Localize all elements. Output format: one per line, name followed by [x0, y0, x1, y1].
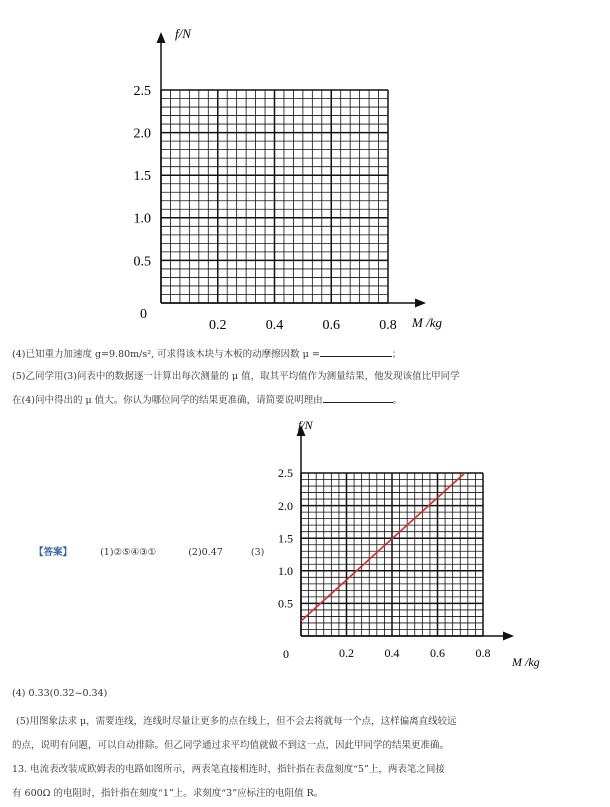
x-tick-label: 0.8: [475, 646, 491, 660]
x-tick-label: 0.6: [322, 318, 340, 333]
origin-label: 0: [283, 647, 289, 661]
y-axis-label: f/N: [175, 26, 191, 41]
y-tick-label: 1.0: [133, 211, 151, 227]
answer-part2: (2)0.47: [188, 547, 223, 558]
answer-part1: (1)②⑤④③①: [100, 547, 157, 558]
answer-part4: (4) 0.33(0.32~0.34): [12, 688, 108, 699]
y-tick-label: 1.0: [278, 564, 293, 578]
x-axis-label: M /kg: [412, 315, 442, 330]
question-4: [12, 346, 401, 360]
grid: [161, 90, 388, 303]
y-tick-label: 2.0: [133, 126, 151, 142]
axes: [157, 32, 427, 308]
y-tick-label: 0.5: [278, 596, 293, 611]
y-tick-label: 0.5: [133, 254, 151, 270]
x-tick-label: 0.2: [209, 318, 227, 333]
y-tick-label: 1.5: [133, 169, 151, 185]
x-tick-label: 0.4: [384, 646, 400, 660]
question-4-end: ；: [391, 349, 402, 360]
question-5-line2: [12, 392, 402, 406]
answer-blank: [320, 356, 392, 357]
y-axis-arrow: [157, 32, 166, 43]
x-tick-label: 0.8: [379, 318, 397, 333]
question-4-text: (4)已知重力加速度 g=9.80m/s², 可求得该木块与木板的动摩擦因数 μ =: [12, 349, 320, 360]
answer-part3: (3): [250, 547, 265, 558]
answer-blank: [323, 402, 393, 403]
y-tick-label: 2.5: [278, 466, 293, 481]
question-5-end: 。: [392, 395, 403, 406]
answer-row: [34, 544, 264, 558]
x-axis-arrow: [503, 632, 514, 641]
x-tick-label: 0.6: [430, 646, 445, 660]
origin-label: 0: [140, 307, 147, 322]
question-13-line1: 13. 电流表改装成欧姆表的电路如图所示，两表笔直接相连时，指针指在表盘刻度“5”上，两表笔之间接: [12, 764, 445, 775]
friction-graph-blank: [0, 0, 610, 345]
y-tick-label: 1.5: [278, 531, 293, 546]
y-tick-label: 2.5: [133, 83, 151, 99]
x-axis-arrow: [415, 299, 426, 308]
y-axis-label: f/N: [298, 418, 313, 432]
y-tick-label: 2.0: [278, 498, 293, 513]
question-13-line2: 有 600Ω 的电阻时，指针指在刻度“1”上。求刻度“3”应标注的电阻值 R。: [12, 788, 324, 799]
question-5-line1: (5)乙同学用(3)问表中的数据逐一计算出每次测量的 μ 值，取其平均值作为测量结果，他发现该值比甲同学: [12, 371, 460, 382]
x-tick-label: 0.2: [339, 646, 354, 660]
x-axis-label: M /kg: [512, 655, 540, 669]
axes: [297, 425, 515, 641]
answer-part5-line2: 的点，说明有问题，可以自动排除。但乙同学通过求平均值就做不到这一点，因此甲同学的结果更准确。: [12, 740, 450, 751]
x-tick-label: 0.4: [265, 318, 284, 333]
answer-part5-line1: (5)用图象法求 μ，需要连线，连线时尽量让更多的点在线上，但不会去将就每一个点，这样偏离直线较远: [16, 716, 457, 727]
fit-line-series: [301, 473, 465, 621]
question-5-text: 在(4)问中得出的 μ 值大。你认为哪位同学的结果更准确，请简要说明理由: [12, 395, 323, 406]
grid: [301, 473, 483, 636]
answer-tag: 【答案】: [34, 547, 73, 558]
fit-line: [301, 473, 465, 621]
